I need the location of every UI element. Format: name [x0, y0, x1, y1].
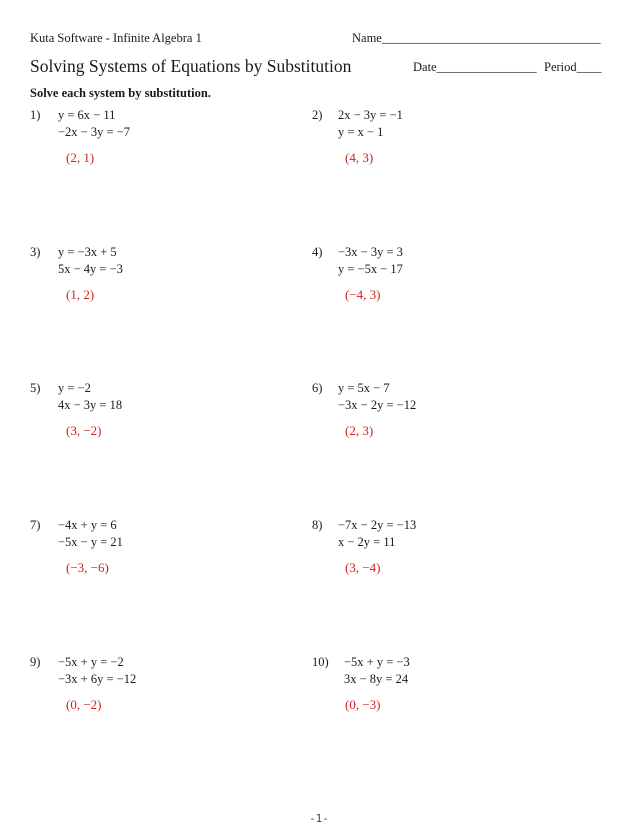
equation-2: 3x − 8y = 24: [344, 672, 409, 686]
problem-7: [30, 517, 300, 587]
answer: (−4, 3): [345, 287, 381, 302]
problem-10: [312, 654, 602, 724]
problem-5: [30, 380, 300, 450]
worksheet-title: Solving Systems of Equations by Substitution: [30, 56, 352, 76]
answer: (−3, −6): [66, 560, 109, 575]
problem-number: 10): [312, 655, 329, 669]
problem-number: 7): [30, 518, 41, 532]
name-field: Name___________________________________: [352, 31, 601, 45]
equation-2: x − 2y = 11: [338, 535, 396, 549]
problem-number: 1): [30, 108, 41, 122]
software-label: Kuta Software - Infinite Algebra 1: [30, 31, 202, 45]
answer: (2, 3): [345, 423, 374, 438]
problem-number: 4): [312, 245, 323, 259]
problem-number: 9): [30, 655, 41, 669]
equation-2: −5x − y = 21: [58, 535, 123, 549]
problem-3: [30, 244, 300, 314]
problem-6: [312, 380, 602, 450]
answer: (3, −2): [66, 423, 102, 438]
problem-2: [312, 107, 602, 177]
period-field: Period____: [544, 60, 602, 74]
problem-1: [30, 107, 300, 177]
equation-1: −3x − 3y = 3: [338, 245, 403, 259]
problem-number: 5): [30, 381, 41, 395]
equation-1: −5x + y = −2: [58, 655, 124, 669]
equation-1: 2x − 3y = −1: [338, 108, 403, 122]
page-number: -1-: [309, 812, 329, 825]
equation-1: y = −3x + 5: [58, 245, 117, 259]
equation-1: y = 5x − 7: [338, 381, 390, 395]
problem-number: 8): [312, 518, 323, 532]
answer: (0, −3): [345, 697, 381, 712]
equation-2: −3x + 6y = −12: [58, 672, 137, 686]
equation-1: y = −2: [58, 381, 91, 395]
equation-2: y = −5x − 17: [338, 262, 403, 276]
answer: (4, 3): [345, 150, 374, 165]
equation-1: −7x − 2y = −13: [338, 518, 417, 532]
equation-1: y = 6x − 11: [58, 108, 116, 122]
problem-number: 3): [30, 245, 41, 259]
problem-9: [30, 654, 300, 724]
equation-2: −2x − 3y = −7: [58, 125, 130, 139]
instructions: Solve each system by substitution.: [30, 86, 211, 100]
problem-8: [312, 517, 602, 587]
equation-2: 4x − 3y = 18: [58, 398, 123, 412]
equation-2: −3x − 2y = −12: [338, 398, 417, 412]
answer: (1, 2): [66, 287, 95, 302]
equation-2: 5x − 4y = −3: [58, 262, 123, 276]
problem-number: 6): [312, 381, 323, 395]
equation-1: −4x + y = 6: [58, 518, 117, 532]
answer: (3, −4): [345, 560, 381, 575]
equation-2: y = x − 1: [338, 125, 384, 139]
answer: (2, 1): [66, 150, 95, 165]
problem-number: 2): [312, 108, 323, 122]
date-field: Date________________: [413, 60, 537, 74]
equation-1: −5x + y = −3: [344, 655, 410, 669]
answer: (0, −2): [66, 697, 102, 712]
problem-4: [312, 244, 602, 314]
